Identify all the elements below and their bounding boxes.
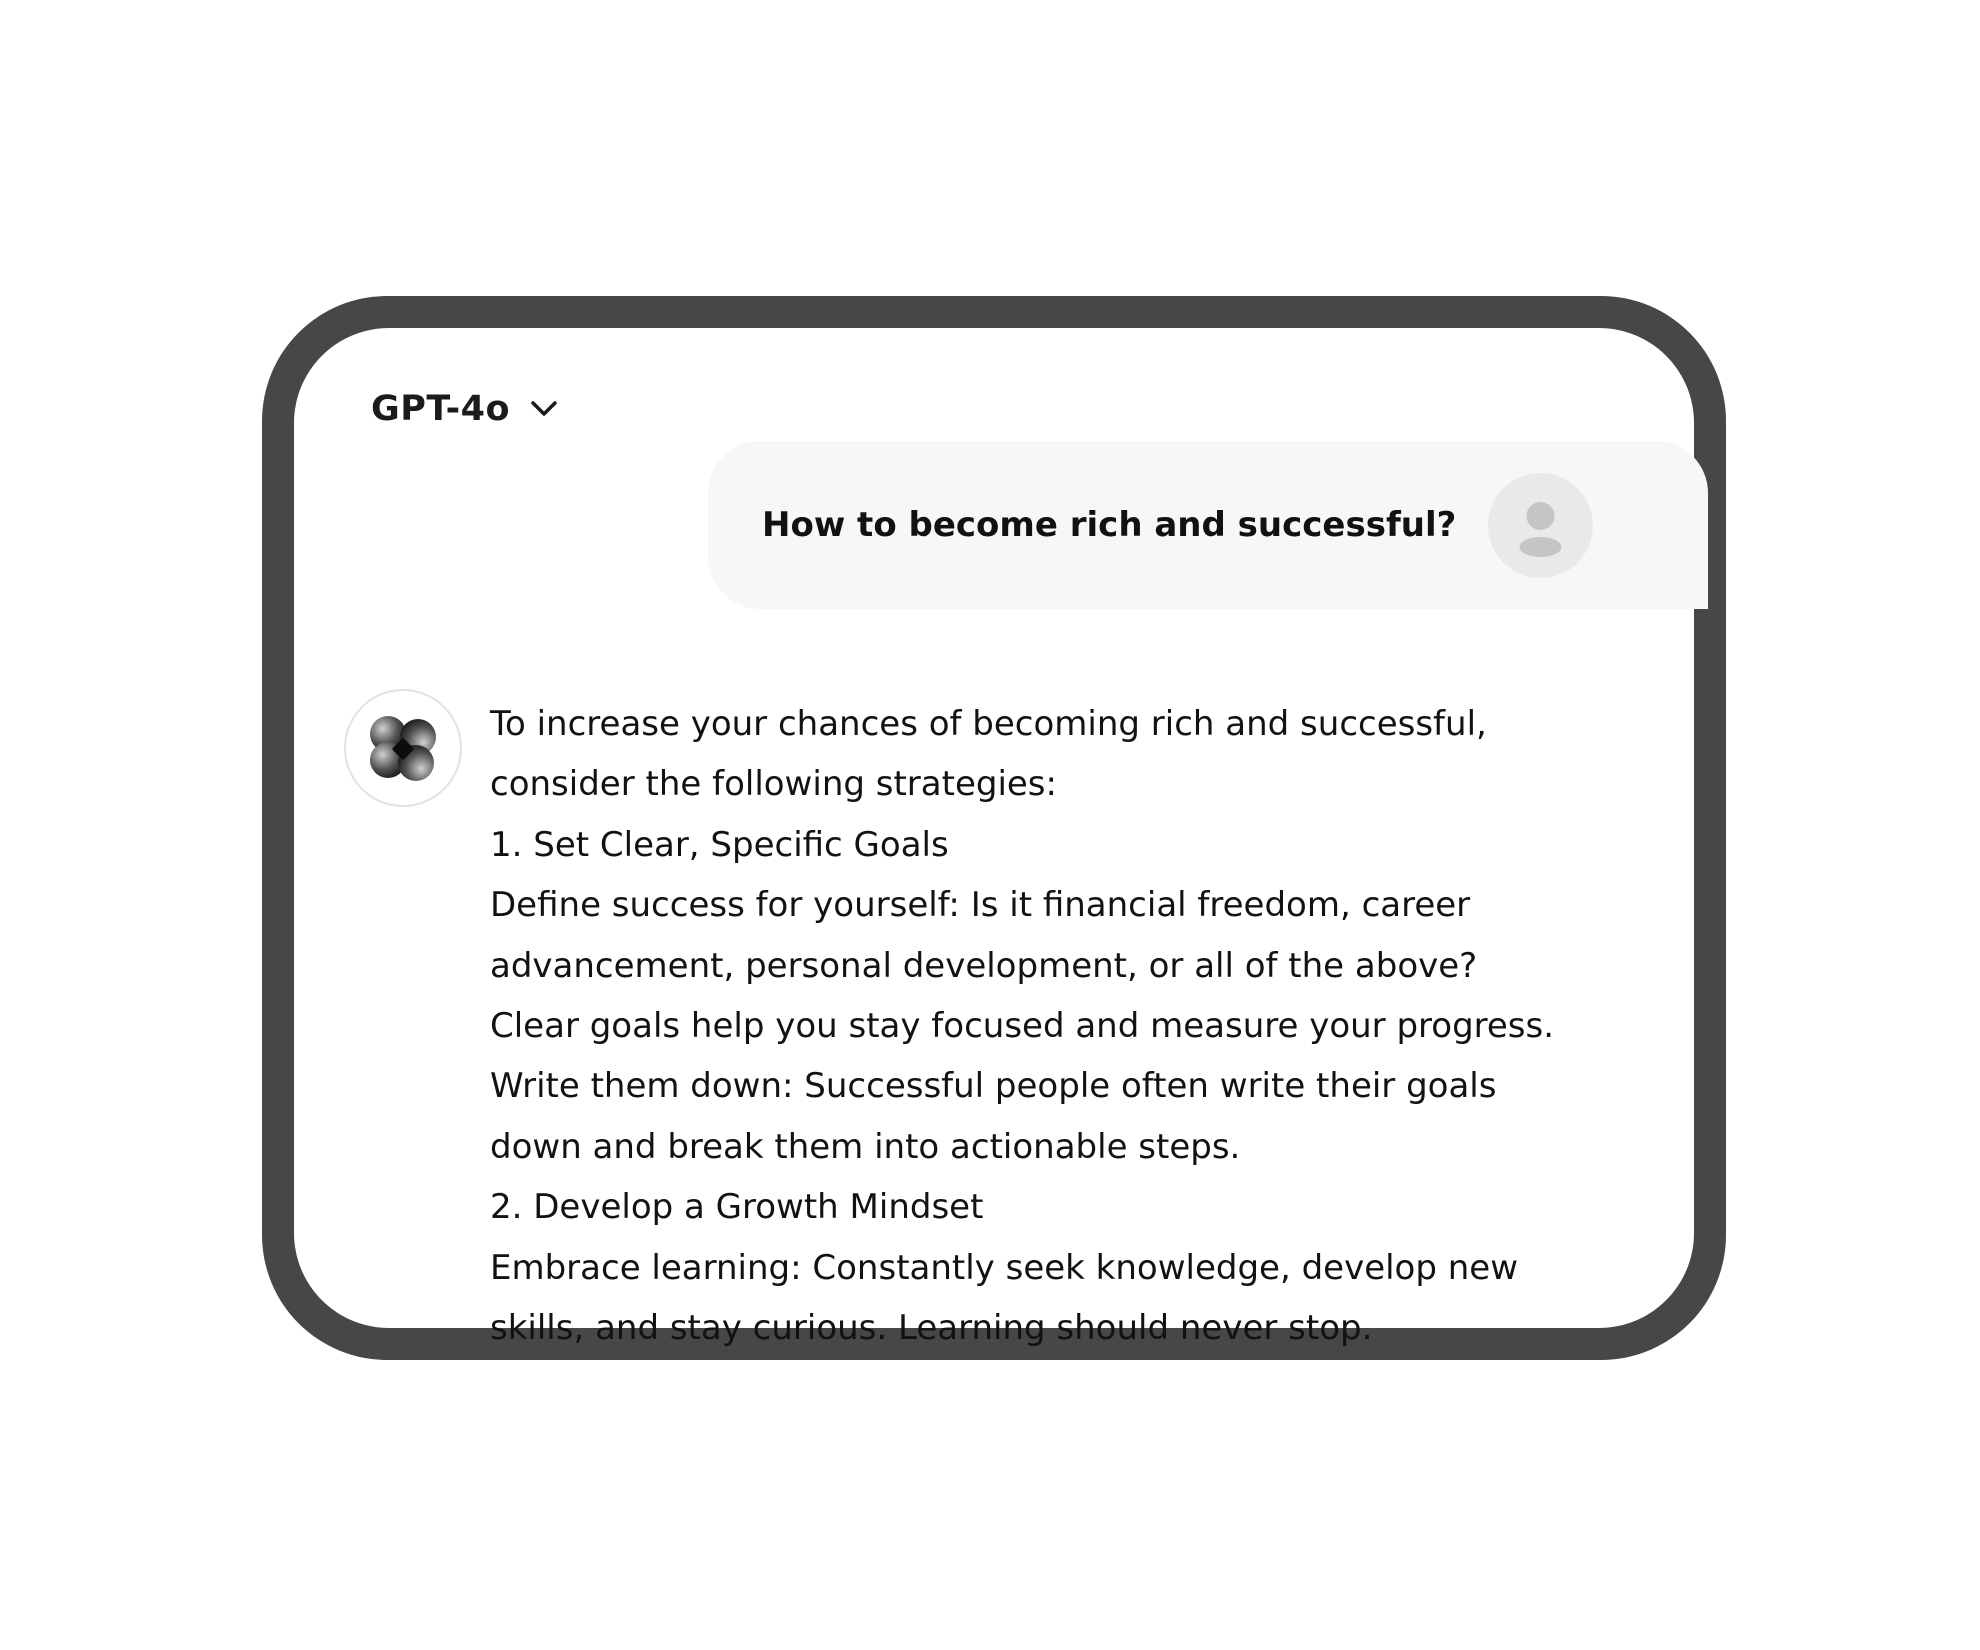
- response-line: skills, and stay curious. Learning should never stop.: [490, 1308, 1373, 1349]
- assistant-response: [490, 694, 1670, 1358]
- chat-screen[interactable]: [294, 328, 1694, 1349]
- response-line: Embrace learning: Constantly seek knowledge, develop new: [490, 1247, 1519, 1288]
- response-line: 2. Develop a Growth Mindset: [490, 1187, 984, 1228]
- user-avatar-icon: [1488, 473, 1593, 578]
- model-selector-dropdown[interactable]: [371, 389, 558, 429]
- response-line: Define success for yourself: Is it financial freedom, career: [490, 885, 1471, 926]
- chevron-down-icon: [530, 399, 558, 419]
- user-message-bubble: [708, 441, 1708, 609]
- response-line: Clear goals help you stay focused and measure your progress.: [490, 1006, 1555, 1047]
- user-message-text: How to become rich and successful?: [762, 505, 1457, 545]
- response-line: To increase your chances of becoming rich and successful,: [490, 704, 1487, 744]
- response-line: Write them down: Successful people often write their goals: [490, 1066, 1497, 1107]
- response-line: down and break them into actionable steps.: [490, 1126, 1241, 1167]
- assistant-logo-icon: [344, 689, 462, 807]
- response-line: advancement, personal development, or all of the above?: [490, 945, 1478, 986]
- device-frame: [262, 296, 1726, 1360]
- response-line: consider the following strategies:: [490, 764, 1057, 805]
- response-line: 1. Set Clear, Specific Goals: [490, 824, 949, 865]
- model-name: GPT-4o: [371, 389, 511, 429]
